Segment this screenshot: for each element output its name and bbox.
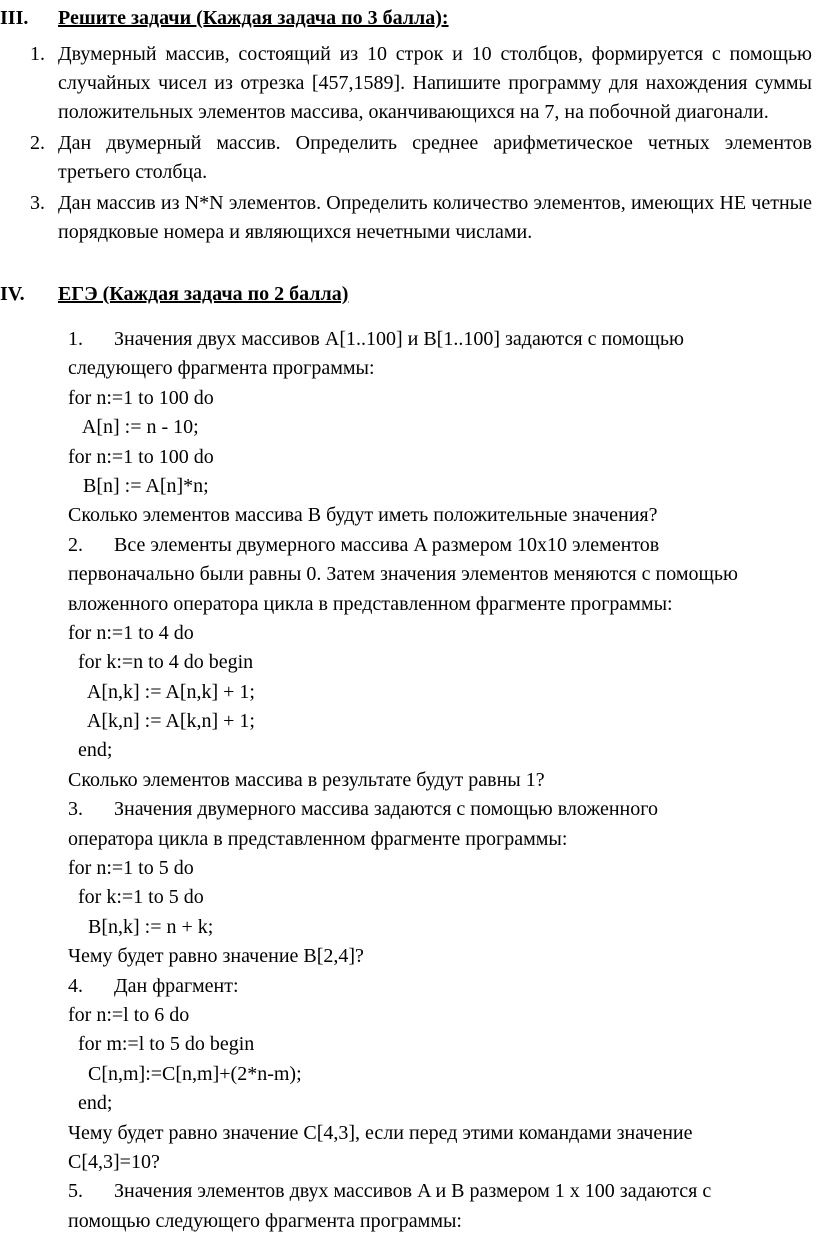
section-4-title: ЕГЭ (Каждая задача по 2 балла) [58, 283, 349, 305]
line-text: C[n,m]:=C[n,m]+(2*n-m); [68, 1062, 302, 1085]
ege-question-line [68, 972, 816, 1001]
ege-text-line [68, 1119, 816, 1148]
ege-question-line [68, 531, 816, 560]
question-number: 1. [68, 328, 83, 350]
question-number: 5. [68, 1180, 83, 1203]
ege-text-line [68, 883, 816, 912]
ege-text-line [68, 1148, 816, 1177]
question-number: 3. [68, 798, 83, 821]
ege-text-line [68, 443, 816, 472]
ege-text-line [68, 1001, 816, 1030]
line-text: for k:=n to 4 do begin [68, 651, 254, 674]
line-text: Чему будет равно значение B[2,4]? [68, 945, 364, 968]
line-text: Все элементы двумерного массива A размером 10x10 элементов [114, 533, 660, 556]
ege-text-line [68, 1089, 816, 1118]
ege-text-line [68, 1207, 816, 1236]
ege-text-line [68, 472, 816, 501]
line-text: Сколько элементов массива B будут иметь положительные значения? [68, 504, 658, 527]
line-text: Значения двух массивов A[1..100] и B[1..100] задаются с помощью [114, 328, 684, 350]
task-text: Дан двумерный массив. Определить среднее арифметическое четных элементов третьего столбца. [58, 132, 812, 183]
ege-text-line [68, 766, 816, 795]
ege-text-line [68, 854, 816, 883]
task-item-2 [0, 129, 816, 187]
ege-task-block [68, 325, 816, 1236]
ege-text-line [68, 707, 816, 736]
question-number: 4. [68, 974, 83, 997]
task-text: Дан массив из N*N элементов. Определить количество элементов, имеющих НЕ четные порядковые номера и являющихся нечетными числами. [58, 192, 812, 243]
line-text: A[k,n] := A[k,n] + 1; [68, 710, 255, 733]
ege-text-line [68, 590, 816, 619]
section-3-number: III. [0, 7, 29, 29]
question-number: 2. [68, 533, 83, 556]
ege-text-line [68, 384, 816, 413]
line-text: for n:=1 to 5 do [68, 857, 194, 880]
ege-text-line [68, 913, 816, 942]
ege-text-line [68, 648, 816, 677]
line-text: for m:=l to 5 do begin [68, 1033, 255, 1056]
task-number: 2. [30, 132, 45, 154]
ege-text-line [68, 825, 816, 854]
ege-question-line [68, 325, 816, 354]
section-3-task-list [0, 40, 816, 247]
task-item-3 [0, 189, 816, 247]
ege-text-line [68, 413, 816, 442]
line-text: for n:=l to 6 do [68, 1003, 190, 1026]
task-number: 3. [30, 192, 45, 214]
line-text: for k:=1 to 5 do [68, 886, 204, 909]
line-text: Значения двумерного массива задаются с помощью вложенного [114, 798, 658, 821]
ege-text-line [68, 678, 816, 707]
line-text: помощью следующего фрагмента программы: [68, 1209, 462, 1232]
task-item-1 [0, 40, 816, 127]
section-3-title: Решите задачи (Каждая задача по 3 балла): [58, 7, 449, 29]
ege-text-line [68, 501, 816, 530]
line-text: Сколько элементов массива в результате будут равны 1? [68, 768, 545, 791]
ege-text-line [68, 942, 816, 971]
line-text: первоначально были равны 0. Затем значения элементов меняются с помощью [68, 563, 738, 586]
ege-text-line [68, 1060, 816, 1089]
line-text: Дан фрагмент: [114, 974, 239, 997]
line-text: B[n,k] := n + k; [68, 915, 214, 938]
line-text: A[n] := n - 10; [68, 416, 199, 439]
ege-text-line [68, 1030, 816, 1059]
task-text: Двумерный массив, состоящий из 10 строк и 10 столбцов, формируется с помощью случайных чисел из отрезка [457,1589]. Напишите программу для нахождения суммы положительных элементов массива, оканчивающихся на 7, на побочной диагонали. [58, 43, 812, 123]
line-text: for n:=1 to 100 do [68, 445, 214, 468]
ege-text-line [68, 560, 816, 589]
line-text: C[4,3]=10? [68, 1150, 160, 1173]
ege-question-line [68, 795, 816, 824]
line-text: end; [68, 1092, 113, 1115]
line-text: следующего фрагмента программы: [68, 357, 375, 380]
ege-question-line [68, 1177, 816, 1206]
ege-text-line [68, 619, 816, 648]
line-text: Значения элементов двух массивов A и B размером 1 x 100 задаются с [114, 1180, 712, 1203]
line-text: Чему будет равно значение C[4,3], если перед этими командами значение [68, 1121, 693, 1144]
section-4-number: IV. [0, 283, 25, 305]
ege-text-line [68, 736, 816, 765]
line-text: end; [68, 739, 113, 762]
line-text: вложенного оператора цикла в представленном фрагменте программы: [68, 592, 673, 615]
line-text: B[n] := A[n]*n; [68, 474, 209, 497]
line-text: for n:=1 to 4 do [68, 621, 194, 644]
ege-text-line [68, 354, 816, 383]
line-text: оператора цикла в представленном фрагменте программы: [68, 827, 568, 850]
task-number: 1. [30, 43, 45, 65]
line-text: A[n,k] := A[n,k] + 1; [68, 680, 255, 703]
line-text: for n:=1 to 100 do [68, 386, 214, 409]
